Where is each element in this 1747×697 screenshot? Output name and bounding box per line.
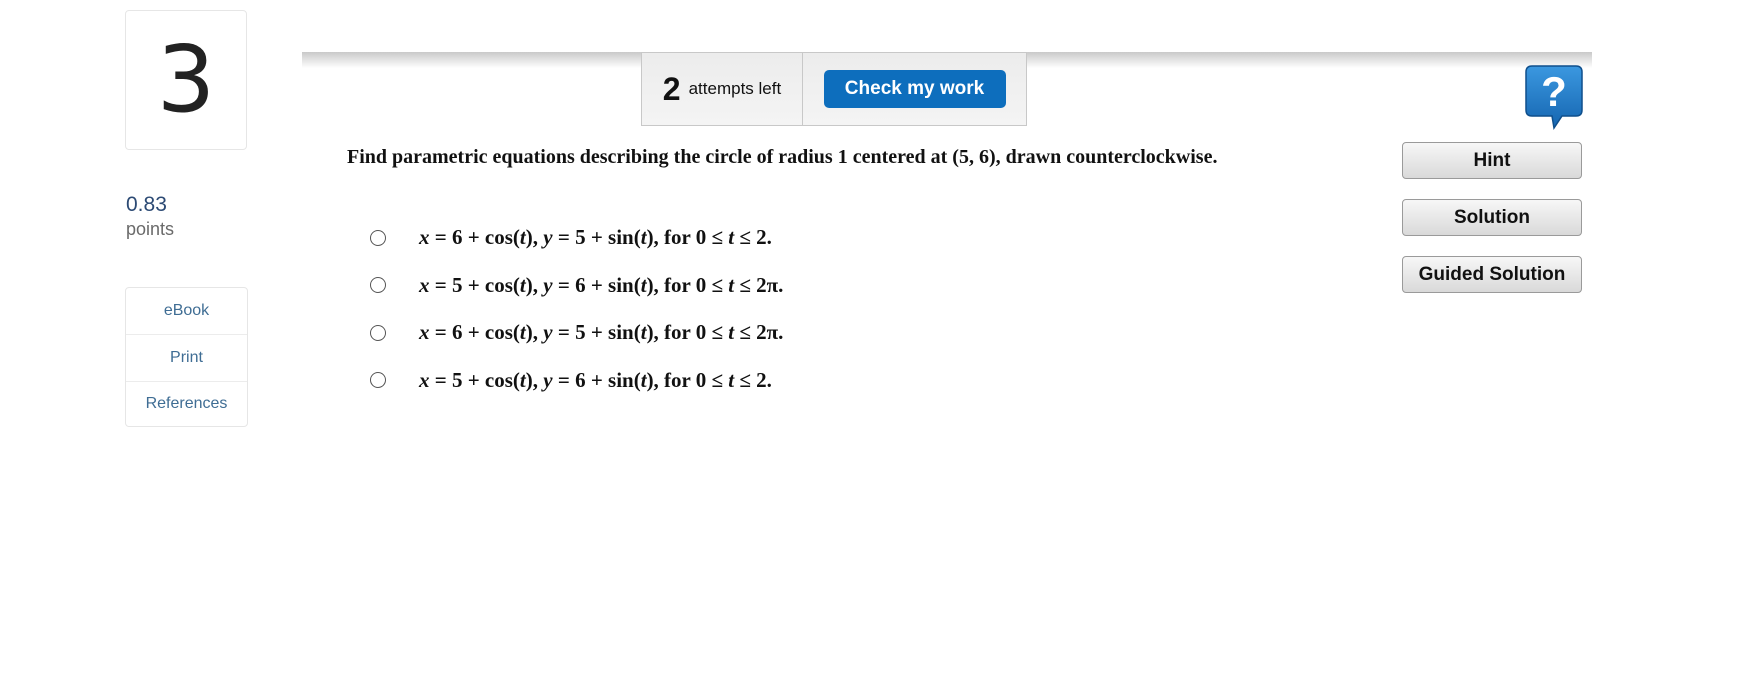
attempts-count: 2 bbox=[662, 70, 681, 107]
option-4[interactable] bbox=[370, 357, 783, 405]
points-value: 0.83 bbox=[126, 193, 167, 216]
print-link[interactable]: Print bbox=[126, 335, 247, 382]
guided-solution-button[interactable]: Guided Solution bbox=[1402, 256, 1582, 293]
ebook-link[interactable]: eBook bbox=[126, 288, 247, 335]
option-2[interactable] bbox=[370, 262, 783, 310]
points-label: points bbox=[126, 219, 175, 239]
question-number: 3 bbox=[125, 10, 247, 150]
option-3[interactable] bbox=[370, 309, 783, 357]
attempt-panel bbox=[641, 52, 1027, 126]
option-4-radio[interactable] bbox=[370, 372, 386, 388]
solution-button[interactable]: Solution bbox=[1402, 199, 1582, 236]
references-link[interactable]: References bbox=[145, 395, 228, 412]
option-1-radio[interactable] bbox=[370, 230, 386, 246]
option-2-text: x = 5 + cos(t), y = 6 + sin(t), for 0 ≤ t ≤ 2π. bbox=[419, 272, 784, 297]
check-my-work-button[interactable]: Check my work bbox=[824, 70, 1006, 108]
option-3-radio[interactable] bbox=[370, 325, 386, 341]
tools-menu bbox=[125, 287, 248, 427]
svg-text:?: ? bbox=[1541, 68, 1567, 115]
option-1-text: x = 6 + cos(t), y = 5 + sin(t), for 0 ≤ t ≤ 2. bbox=[419, 225, 772, 250]
option-2-radio[interactable] bbox=[370, 277, 386, 293]
option-4-text: x = 5 + cos(t), y = 6 + sin(t), for 0 ≤ t ≤ 2. bbox=[419, 367, 772, 392]
help-icon[interactable] bbox=[1524, 64, 1584, 130]
option-1[interactable] bbox=[370, 214, 783, 262]
option-3-text: x = 6 + cos(t), y = 5 + sin(t), for 0 ≤ t ≤ 2π. bbox=[419, 320, 784, 345]
question-text: Find parametric equations describing the circle of radius 1 centered at (5, 6), drawn counterclockwise. bbox=[347, 146, 1218, 168]
attempts-counter bbox=[642, 53, 803, 125]
attempts-label: attempts left bbox=[688, 79, 782, 98]
answer-options bbox=[370, 214, 783, 404]
hint-button[interactable]: Hint bbox=[1402, 142, 1582, 179]
